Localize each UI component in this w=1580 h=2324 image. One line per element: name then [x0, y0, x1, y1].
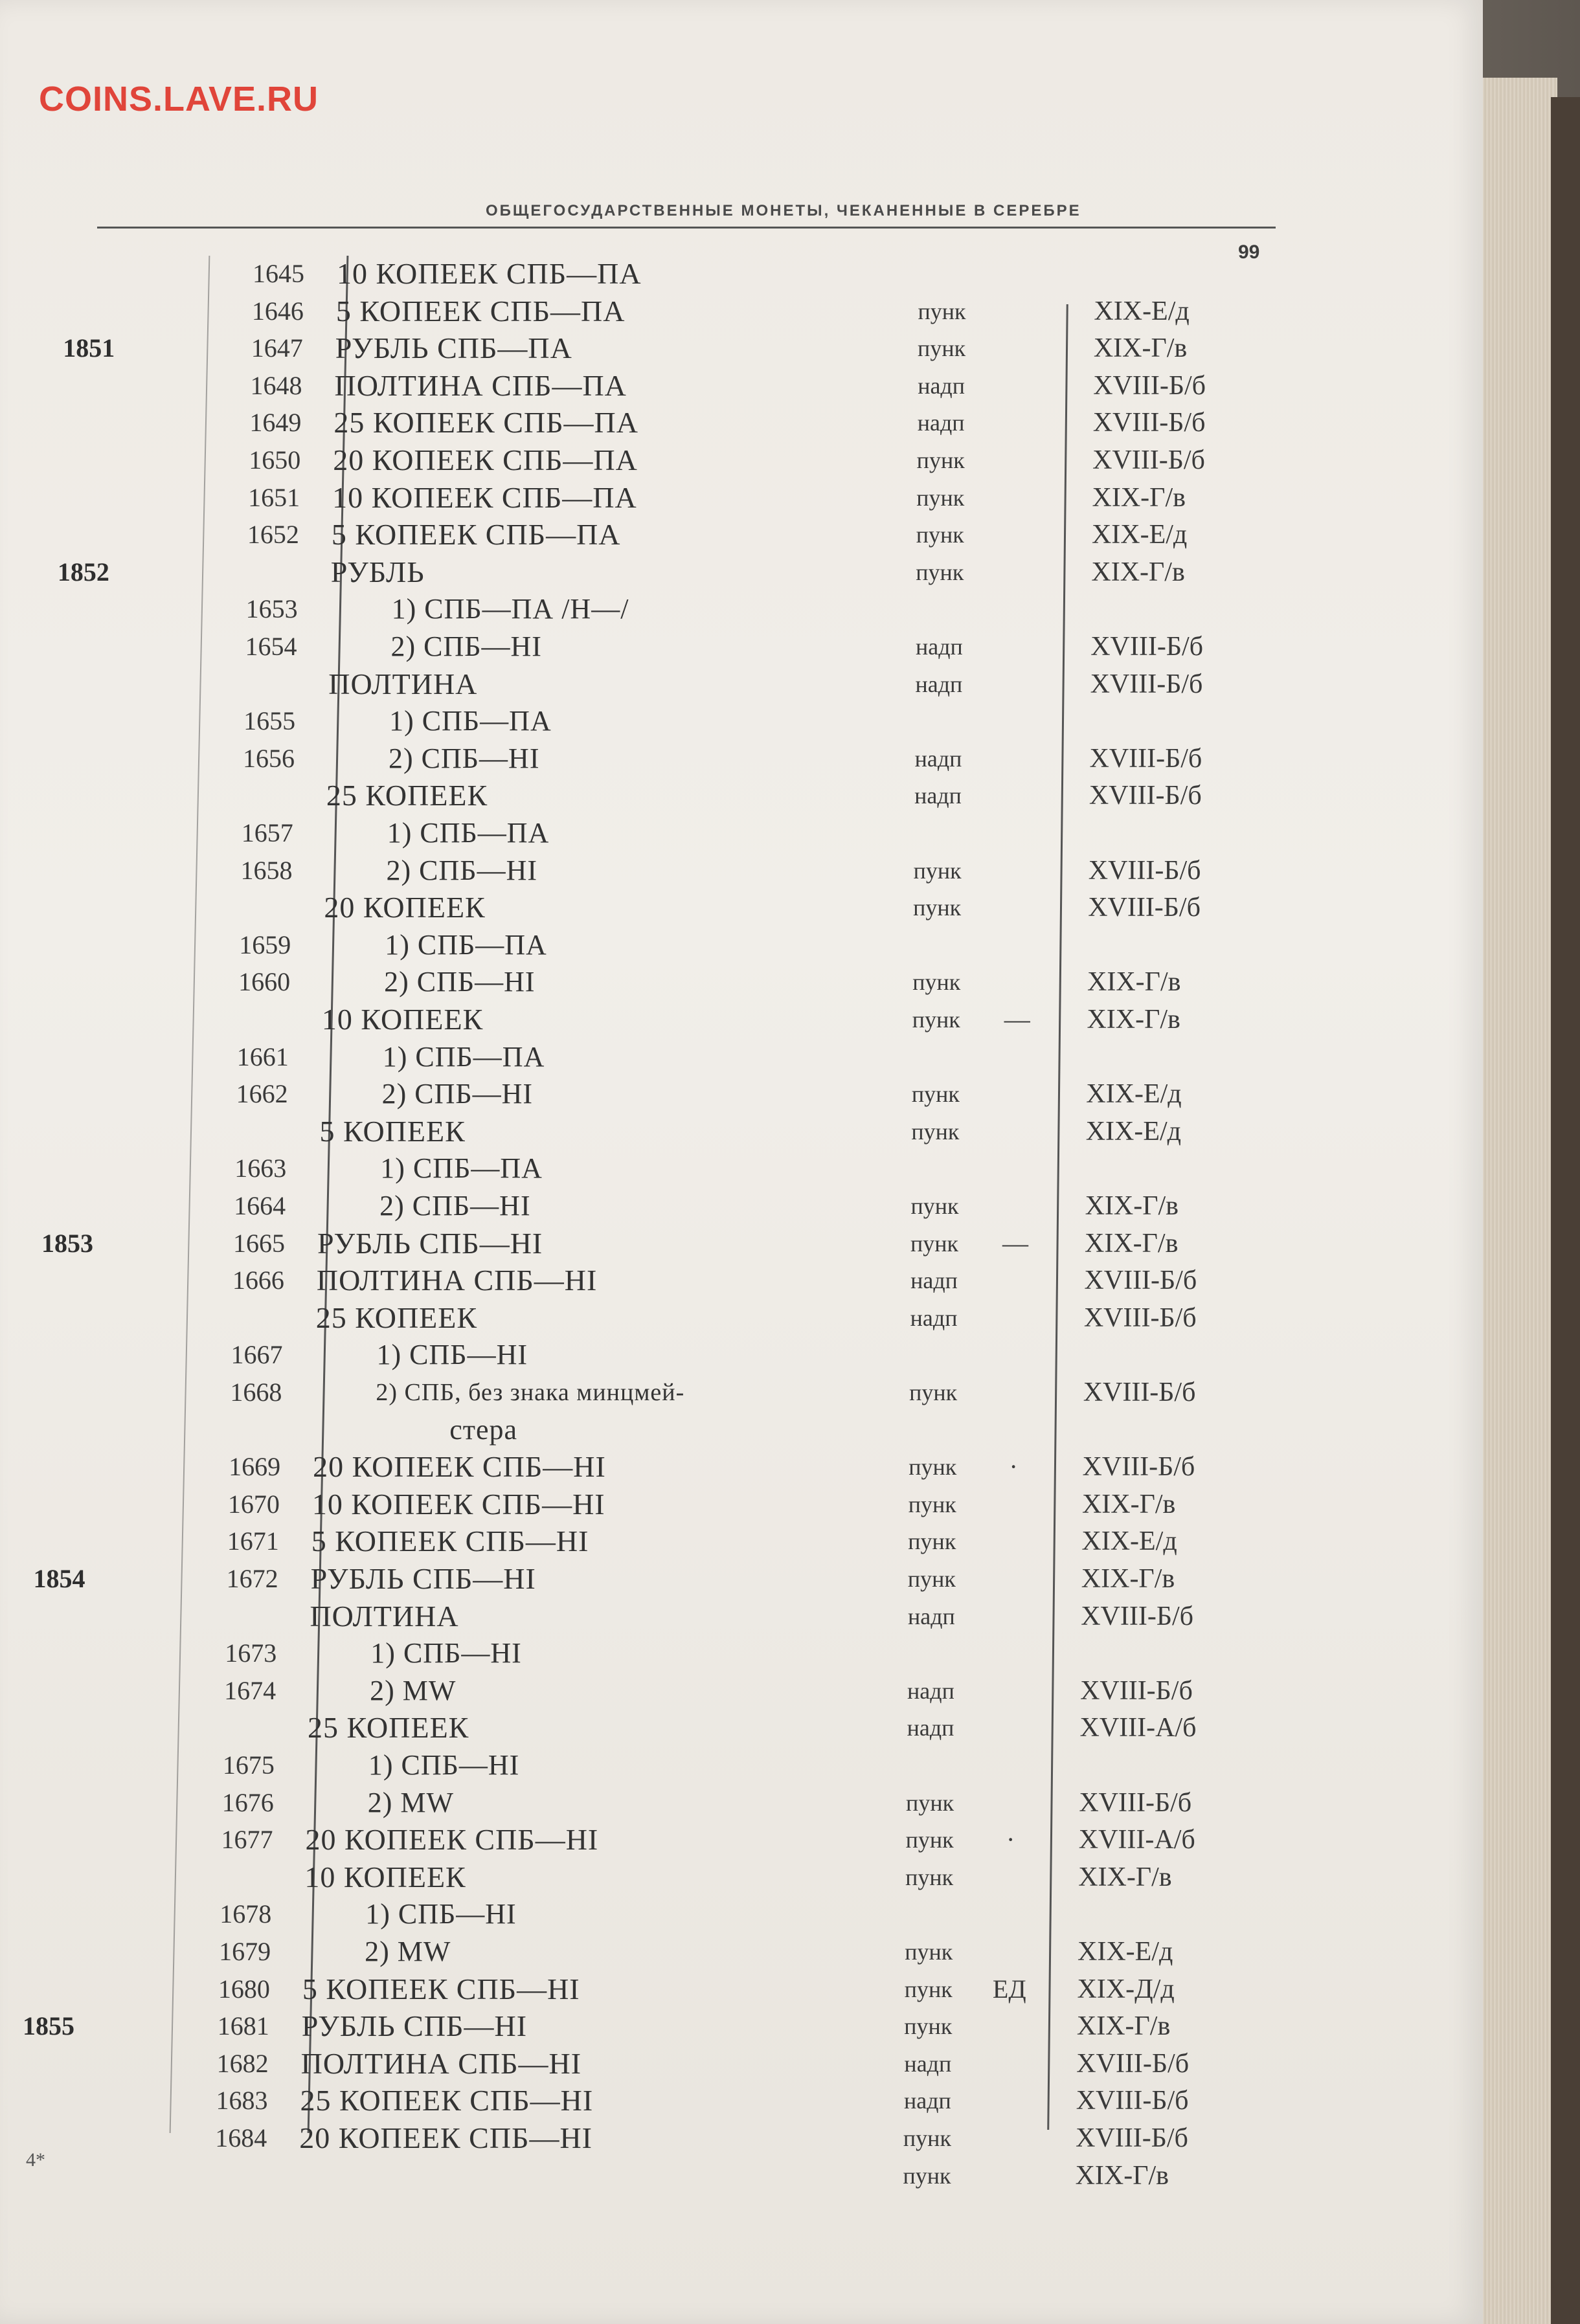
catalog-number: 1661 [236, 1042, 289, 1071]
edge-method: пунк [909, 1380, 958, 1405]
table-row [0, 815, 1295, 851]
catalog-number: 1682 [216, 2048, 269, 2078]
catalog-number: 1664 [234, 1191, 286, 1220]
edge-method: пунк [913, 895, 962, 921]
catalog-number: 1655 [243, 706, 296, 736]
die-type: XVIII-Б/б [1088, 855, 1201, 886]
coin-name: 25 КОПЕЕК [315, 1301, 478, 1334]
die-type: XIX-Д/д [1077, 1974, 1175, 2004]
catalog-number: 1651 [248, 482, 300, 512]
die-type: XIX-Е/д [1078, 1937, 1173, 1967]
catalog-number: 1680 [218, 1974, 270, 2004]
edge-method: пунк [903, 2162, 951, 2189]
die-type: XIX-Г/в [1081, 1564, 1175, 1594]
die-type: XVIII-А/б [1079, 1713, 1197, 1743]
edge-method: надп [914, 783, 962, 809]
edge-method: пунк [911, 1118, 960, 1145]
die-type: XVIII-А/б [1078, 1825, 1195, 1855]
coin-name: 25 КОПЕЕК [326, 779, 488, 812]
table-row [0, 1523, 1295, 1559]
table-row [0, 1822, 1295, 1858]
catalog-number: 1659 [239, 930, 291, 959]
table-row [0, 1710, 1295, 1746]
coin-name: 5 КОПЕЕК СПБ—ПА [335, 294, 626, 328]
coin-name: ПОЛТИНА СПБ—НI [316, 1264, 598, 1297]
die-type: XIX-Е/д [1091, 520, 1188, 550]
catalog-number: 1675 [222, 1750, 275, 1780]
table-row [0, 1747, 1295, 1783]
edge-method: надп [907, 1603, 955, 1629]
coin-name: 10 КОПЕЕК СПБ—ПА [337, 257, 642, 290]
table-row [0, 480, 1295, 516]
coin-name: 1) СПБ—НI [365, 1898, 517, 1930]
table-row [0, 777, 1295, 814]
catalog-number: 1650 [249, 445, 301, 475]
die-type: XVIII-Б/б [1090, 669, 1203, 699]
coin-name: 10 КОПЕЕК [321, 1003, 484, 1036]
die-type: XIX-Г/в [1093, 333, 1188, 364]
edge-method: пунк [916, 484, 965, 511]
table-row [0, 1113, 1295, 1150]
coin-name: 5 КОПЕЕК СПБ—НI [302, 1972, 580, 2006]
edge-method: пунк [912, 969, 961, 996]
die-type: XVIII-Б/б [1092, 408, 1206, 438]
table-row [0, 741, 1295, 777]
table-row [0, 405, 1295, 441]
coin-name: 1) СПБ—ПА /Н—/ [391, 593, 629, 625]
die-type: XVIII-Б/б [1076, 2086, 1189, 2116]
table-row [0, 853, 1295, 889]
coin-name: 5 КОПЕЕК [319, 1114, 466, 1148]
table-row [0, 703, 1295, 739]
edge-method: надп [907, 1715, 954, 1741]
edge-method: пунк [904, 1976, 953, 2002]
coin-name: 2) MW [365, 1936, 451, 1967]
table-row [0, 1635, 1295, 1671]
page-edges [1480, 78, 1557, 2324]
table-row [0, 1076, 1295, 1112]
catalog-number: 1645 [253, 259, 304, 288]
table-row [0, 1896, 1295, 1932]
table-row [0, 1150, 1295, 1187]
year-cell: 1852 [57, 557, 109, 587]
die-type: XVIII-Б/б [1090, 632, 1203, 662]
coin-name: РУБЛЬ СПБ—НI [301, 2009, 528, 2043]
catalog-number: 1662 [236, 1079, 288, 1109]
coin-name: 1) СПБ—НI [370, 1637, 522, 1670]
die-type: XVIII-Б/б [1092, 445, 1205, 475]
table-row [0, 1934, 1295, 1970]
table-row [0, 1971, 1295, 2007]
coin-name: 20 КОПЕЕК СПБ—НI [313, 1450, 606, 1484]
coin-name: 2) СПБ—НI [390, 631, 542, 662]
table-row [0, 964, 1295, 1000]
edge-mark: — [1002, 1228, 1028, 1258]
catalog-number: 1657 [241, 818, 293, 847]
die-type: XIX-Г/в [1078, 1862, 1172, 1892]
watermark-text: COINS.LAVE.RU [39, 80, 319, 118]
table-row [0, 2083, 1295, 2119]
edge-method: надп [915, 634, 963, 660]
coin-name: РУБЛЬ [330, 555, 425, 588]
signature-mark: 4* [26, 2149, 45, 2171]
edge-method: пунк [916, 447, 965, 473]
table-row [0, 1412, 1295, 1448]
catalog-number: 1670 [227, 1489, 280, 1519]
edge-method: надп [904, 2050, 952, 2077]
coin-name: РУБЛЬ СПБ—НI [310, 1562, 536, 1595]
coin-name: 25 КОПЕЕК [308, 1711, 469, 1745]
edge-method: пунк [918, 298, 966, 324]
edge-mark: · [1006, 1825, 1015, 1855]
coin-name: 5 КОПЕЕК СПБ—НI [311, 1525, 589, 1558]
die-type: XIX-Е/д [1086, 1079, 1182, 1110]
edge-method: надп [907, 1677, 954, 1704]
page-number: 99 [1238, 241, 1260, 263]
edge-method: пунк [912, 1007, 960, 1033]
coin-name: 2) MW [370, 1674, 457, 1706]
edge-method: надп [918, 372, 965, 399]
coin-name: ПОЛТИНА [328, 667, 478, 700]
coin-name: ПОЛТИНА СПБ—ПА [334, 368, 627, 402]
edge-method: пунк [904, 2013, 953, 2040]
die-type: XVIII-Б/б [1093, 370, 1206, 401]
die-type: XIX-Г/в [1087, 967, 1181, 998]
coin-name: 2) СПБ—НI [384, 966, 536, 998]
catalog-number: 1648 [250, 370, 302, 400]
coin-name: 20 КОПЕЕК СПБ—НI [305, 1823, 599, 1857]
die-type: XIX-Г/в [1085, 1228, 1179, 1258]
catalog-number: 1673 [225, 1638, 277, 1668]
table-row [0, 1673, 1295, 1709]
coin-name: 1) СПБ—ПА [380, 1152, 543, 1185]
coin-name: 2) СПБ—НI [379, 1190, 531, 1222]
coin-name: стера [449, 1413, 518, 1446]
catalog-number: 1658 [240, 855, 293, 885]
edge-method: пунк [916, 559, 964, 585]
die-type: XVIII-Б/б [1083, 1378, 1196, 1407]
coin-name: 25 КОПЕЕК СПБ—ПА [333, 406, 638, 440]
table-row [0, 2008, 1295, 2044]
edge-method: пунк [910, 1193, 959, 1219]
running-head: ОБЩЕГОСУДАРСТВЕННЫЕ МОНЕТЫ, ЧЕКАНЕННЫЕ В СЕРЕБРЕ [486, 202, 1081, 219]
edge-method: надп [914, 745, 962, 772]
die-type: XIX-Г/в [1075, 2160, 1169, 2191]
coin-name: 1) СПБ—ПА [382, 1040, 545, 1073]
catalog-number: 1681 [217, 2011, 269, 2041]
table-row [0, 330, 1295, 366]
edge-method: пунк [909, 1454, 957, 1480]
catalog-number: 1674 [224, 1675, 276, 1705]
catalog-number: 1669 [229, 1452, 281, 1482]
catalog-number: 1647 [251, 333, 303, 363]
table-row [0, 517, 1295, 553]
table-row [0, 2046, 1295, 2082]
table-row [0, 256, 1295, 292]
catalog-number: 1665 [233, 1228, 285, 1258]
coin-name: 10 КОПЕЕК [304, 1860, 466, 1894]
die-type: XIX-Г/в [1087, 1005, 1180, 1034]
table-row [0, 1262, 1295, 1299]
catalog-number: 1671 [227, 1526, 279, 1556]
edge-method: пунк [913, 857, 962, 884]
edge-method: пунк [916, 522, 964, 548]
table-row [0, 368, 1295, 404]
coin-name: 2) MW [367, 1786, 454, 1818]
die-type: XIX-Г/в [1085, 1191, 1179, 1221]
edge-method: пунк [905, 1827, 954, 1853]
coin-name: 1) СПБ—ПА [385, 928, 547, 961]
edge-method: пунк [906, 1789, 954, 1816]
year-cell: 1853 [41, 1228, 93, 1258]
table-row [0, 2158, 1295, 2194]
die-type: XVIII-Б/б [1089, 781, 1202, 811]
edge-method: надп [903, 2088, 951, 2114]
catalog-number: 1663 [234, 1154, 287, 1183]
table-row [0, 1188, 1295, 1224]
table-row [0, 591, 1295, 627]
edge-method: надп [910, 1304, 958, 1331]
table-row [0, 666, 1295, 702]
catalog-number: 1654 [245, 632, 297, 661]
die-type: XVIII-Б/б [1082, 1452, 1195, 1482]
catalog-number: 1667 [231, 1340, 283, 1370]
die-type: XVIII-Б/б [1089, 743, 1202, 774]
table-row [0, 1225, 1295, 1262]
coin-name: 20 КОПЕЕК СПБ—НI [299, 2121, 593, 2154]
catalog-number: 1649 [249, 408, 302, 438]
edge-method: пунк [903, 2125, 951, 2151]
edge-mark: — [1004, 1005, 1030, 1034]
die-type: XVIII-Б/б [1084, 1266, 1197, 1296]
coin-name: 20 КОПЕЕК [324, 891, 486, 924]
die-type: XVIII-Б/б [1080, 1675, 1193, 1706]
table-row [0, 1001, 1295, 1038]
catalog-number: 1672 [226, 1564, 278, 1593]
die-type: XVIII-Б/б [1079, 1787, 1192, 1818]
coin-name: ПОЛТИНА [310, 1599, 459, 1633]
coin-name: РУБЛЬ СПБ—НI [317, 1226, 543, 1260]
table-row [0, 1449, 1295, 1485]
edge-method: надп [915, 671, 963, 697]
table-row [0, 629, 1295, 665]
edge-method: надп [917, 410, 965, 436]
catalog-number: 1677 [221, 1825, 273, 1855]
catalog-number: 1660 [238, 967, 291, 997]
catalog-number: 1678 [220, 1899, 272, 1929]
book-cover [1551, 97, 1580, 2324]
edge-mark: · [1009, 1452, 1018, 1482]
catalog-number: 1666 [232, 1266, 284, 1295]
year-cell: 1854 [33, 1564, 85, 1593]
year-cell: 1851 [63, 333, 115, 363]
table-row [0, 1300, 1295, 1336]
catalog-number: 1653 [245, 594, 298, 624]
table-row [0, 442, 1295, 478]
coin-name: РУБЛЬ СПБ—ПА [335, 331, 572, 365]
die-type: XIX-Е/д [1085, 1116, 1182, 1146]
coin-name: 10 КОПЕЕК СПБ—НI [311, 1487, 605, 1521]
die-type: XVIII-Б/б [1076, 2123, 1188, 2153]
year-cell: 1855 [22, 2011, 74, 2041]
table-row [0, 1859, 1295, 1895]
catalog-number: 1676 [221, 1787, 274, 1817]
coin-name: 25 КОПЕЕК СПБ—НI [300, 2084, 594, 2117]
coin-name: 1) СПБ—НI [376, 1339, 528, 1371]
table-row [0, 2120, 1295, 2156]
coin-name: 2) СПБ, без знака минцмей- [376, 1379, 685, 1406]
die-type: XIX-Г/в [1076, 2011, 1171, 2042]
edge-method: надп [910, 1268, 958, 1294]
coin-name: 20 КОПЕЕК СПБ—ПА [333, 443, 638, 476]
coin-name: 2) СПБ—НI [386, 854, 537, 886]
die-type: XVIII-Б/б [1088, 893, 1201, 923]
catalog-number: 1652 [247, 520, 299, 550]
table-row [0, 889, 1295, 926]
coin-name: 5 КОПЕЕК СПБ—ПА [331, 518, 621, 552]
table-row [0, 1561, 1295, 1597]
die-type: XIX-Г/в [1091, 557, 1185, 587]
coin-name: 2) СПБ—НI [389, 742, 540, 774]
catalog-number: 1684 [215, 2123, 267, 2152]
die-type: XVIII-Б/б [1083, 1302, 1197, 1333]
table-row [0, 1785, 1295, 1821]
catalog-number: 1656 [243, 743, 295, 773]
table-row [0, 1039, 1295, 1075]
edge-method: пунк [918, 335, 966, 362]
edge-method: пунк [905, 1864, 954, 1890]
table-row [0, 1374, 1295, 1411]
edge-method: пунк [908, 1528, 956, 1555]
coin-name: 1) СПБ—НI [368, 1749, 520, 1781]
die-type: XIX-Г/в [1081, 1489, 1176, 1519]
table-row [0, 1598, 1295, 1635]
edge-method: пунк [908, 1491, 956, 1517]
table-row [0, 927, 1295, 963]
table-row [0, 554, 1295, 590]
table-row [0, 1486, 1295, 1523]
catalog-number: 1679 [219, 1937, 271, 1966]
die-type: XIX-Е/д [1094, 296, 1190, 326]
die-type: XVIII-Б/б [1076, 2048, 1190, 2079]
edge-method: пунк [910, 1230, 959, 1257]
coin-name: 1) СПБ—ПА [387, 817, 550, 849]
coin-name: 2) СПБ—НI [381, 1078, 534, 1110]
coin-name: 10 КОПЕЕК СПБ—ПА [332, 480, 637, 514]
coin-name: 1) СПБ—ПА [389, 705, 552, 737]
die-type: XIX-Е/д [1081, 1526, 1177, 1557]
catalog-number: 1646 [251, 296, 304, 326]
die-type: XIX-Г/в [1092, 482, 1186, 513]
edge-method: пунк [911, 1081, 960, 1108]
edge-mark: ЕД [992, 1974, 1026, 2004]
header-rule [97, 227, 1276, 229]
table-row [0, 1337, 1295, 1373]
edge-method: пунк [905, 1939, 953, 1965]
edge-method: пунк [907, 1566, 956, 1592]
catalog-number: 1668 [230, 1378, 282, 1407]
catalog-number: 1683 [216, 2086, 268, 2116]
table-row [0, 293, 1295, 330]
die-type: XVIII-Б/б [1081, 1601, 1193, 1631]
coin-name: ПОЛТИНА СПБ—НI [300, 2046, 582, 2080]
